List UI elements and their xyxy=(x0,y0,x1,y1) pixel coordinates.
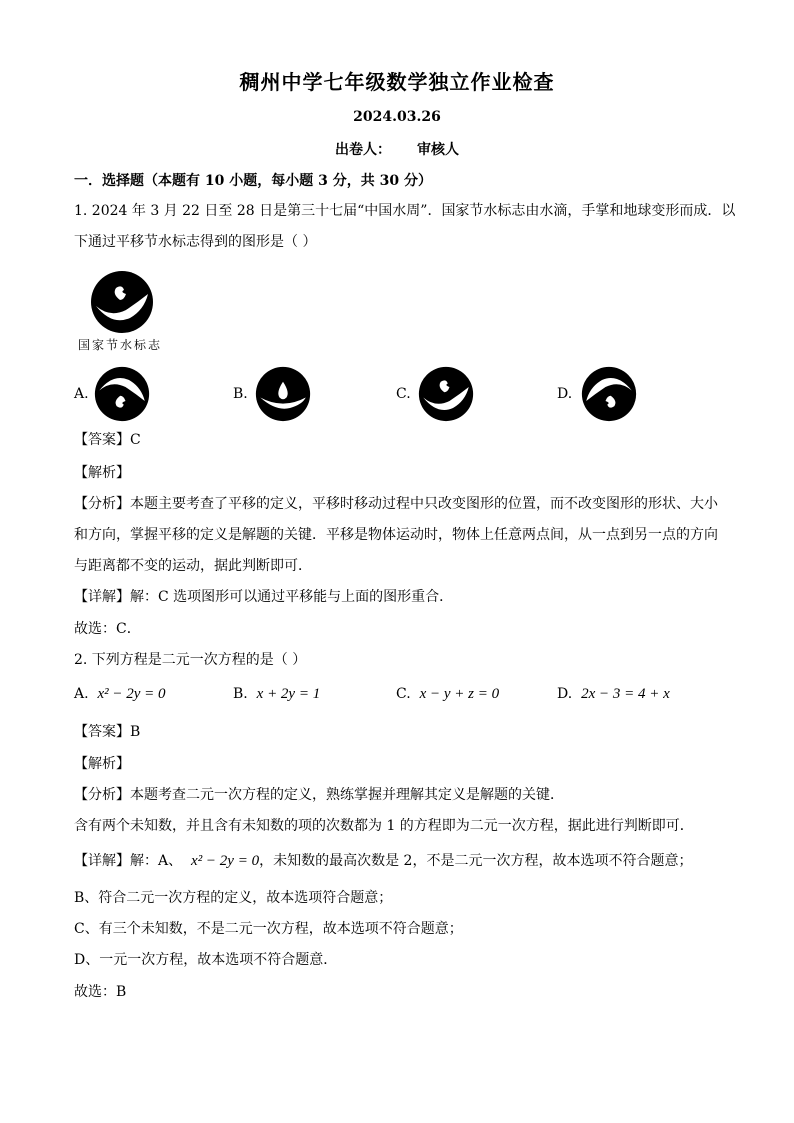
q2-detail-expr: x² − 2y = 0 xyxy=(191,853,260,869)
q2-option-c-letter: C. xyxy=(396,686,411,702)
q1-detail: 【详解】解：C 选项图形可以通过平移能与上面的图形重合． xyxy=(74,589,454,605)
option-c-figure-icon xyxy=(418,366,474,422)
q2-line-c: C、有三个未知数，不是二元一次方程，故本选项不符合题意； xyxy=(74,921,463,937)
q1-option-b-label: B. xyxy=(233,386,248,402)
q2-answer: 【答案】B xyxy=(74,724,141,740)
q2-option-a xyxy=(74,686,166,703)
q2-option-d-expr: 2x − 3 = 4 + x xyxy=(581,686,670,702)
q2-option-d xyxy=(557,686,670,703)
q2-option-a-letter: A. xyxy=(74,686,89,702)
q2-option-b-expr: x + 2y = 1 xyxy=(256,686,321,702)
q2-option-b xyxy=(233,686,320,703)
q1-fenxi-line1: 【分析】本题主要考查了平移的定义，平移时移动过程中只改变图形的位置，而不改变图形的形状、大小 xyxy=(74,496,718,512)
q1-option-c-label: C. xyxy=(396,386,411,402)
q1-stem-line2: 下通过平移节水标志得到的图形是（ ） xyxy=(74,234,317,250)
q2-choose: 故选：B xyxy=(74,984,127,1000)
q1-option-d-label: D. xyxy=(557,386,573,402)
reviewer-label: 审核人 xyxy=(417,142,459,158)
option-d-figure-icon xyxy=(581,366,637,422)
water-saving-logo-icon xyxy=(90,270,154,334)
logo-caption: 国家节水标志 xyxy=(78,338,163,352)
q2-line-b: B、符合二元一次方程的定义，故本选项符合题意； xyxy=(74,890,393,906)
q2-option-c xyxy=(396,686,499,703)
q1-option-a-label: A. xyxy=(74,386,89,402)
q1-fenxi-line3: 与距离都不变的运动，据此判断即可． xyxy=(74,558,312,574)
q2-fenxi: 【分析】本题考查二元一次方程的定义，熟练掌握并理解其定义是解题的关键． xyxy=(74,787,564,803)
q2-stem: 2. 下列方程是二元一次方程的是（ ） xyxy=(74,652,307,668)
q2-detail-suffix: ，未知数的最高次数是 2，不是二元一次方程，故本选项不符合题意； xyxy=(259,853,693,869)
section-heading: 一．选择题（本题有 10 小题，每小题 3 分，共 30 分） xyxy=(74,173,432,189)
q2-option-a-expr: x² − 2y = 0 xyxy=(97,686,166,702)
q1-choose: 故选：C． xyxy=(74,621,141,637)
q2-rule: 含有两个未知数，并且含有未知数的项的次数都为 1 的方程即为二元一次方程，据此进行判断即可． xyxy=(74,818,694,834)
q1-analysis-label: 【解析】 xyxy=(74,465,130,481)
authors-line xyxy=(0,139,794,159)
q2-option-c-expr: x − y + z = 0 xyxy=(419,686,500,702)
q2-line-d: D、一元一次方程，故本选项不符合题意． xyxy=(74,952,338,968)
page-title: 稠州中学七年级数学独立作业检查 xyxy=(239,70,555,94)
q2-option-b-letter: B. xyxy=(233,686,248,702)
q2-detail-prefix: 【详解】解：A、 xyxy=(74,853,183,869)
q2-option-d-letter: D. xyxy=(557,686,573,702)
q2-analysis-label: 【解析】 xyxy=(74,756,130,772)
q1-answer: 【答案】C xyxy=(74,432,141,448)
exam-date: 2024.03.26 xyxy=(353,109,441,125)
q1-fenxi-line2: 和方向，掌握平移的定义是解题的关键．平移是物体运动时，物体上任意两点间，从一点到另一点的方向 xyxy=(74,527,718,543)
q2-detail xyxy=(74,851,692,871)
option-b-figure-icon xyxy=(255,366,311,422)
author-label: 出卷人： xyxy=(335,142,391,158)
q1-stem-line1: 1. 2024 年 3 月 22 日至 28 日是第三十七届“中国水周”．国家节水标志由水滴，手掌和地球变形而成．以 xyxy=(74,203,736,219)
option-a-figure-icon xyxy=(94,366,150,422)
